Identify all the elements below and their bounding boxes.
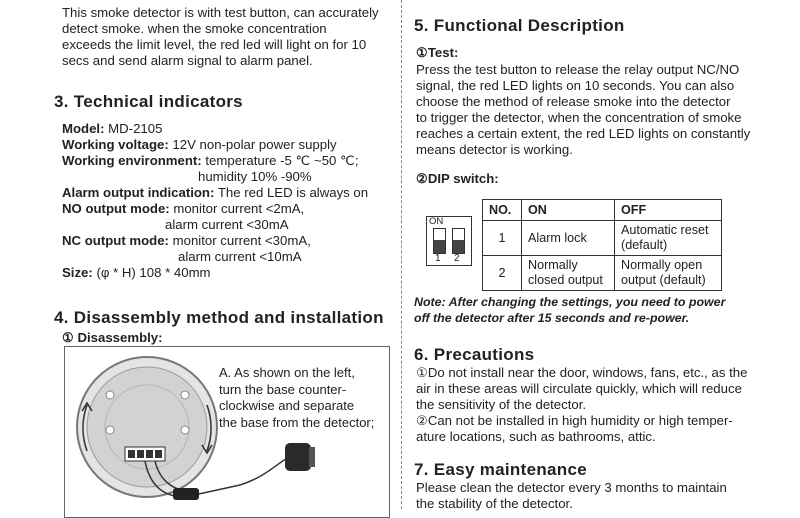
intro-line: exceeds the limit level, the red led will light on for 10 [62,37,367,52]
row-on: Alarm lock [522,221,615,256]
instruction-line: clockwise and separate [219,398,355,413]
screw-hole [181,426,189,434]
column-divider [401,0,402,509]
tech-specs [62,121,368,281]
spec-model: Model: MD-2105 [62,121,163,136]
settings-note [414,294,725,326]
disassembly-instruction [219,365,374,431]
precaution-line: ature locations, such as bathrooms, attic. [416,429,656,444]
instruction-line: A. As shown on the left, [219,365,355,380]
intro-line: secs and send alarm signal to alarm panel. [62,53,313,68]
precaution-line: ②Can not be installed in high humidity or high temper- [416,413,733,428]
tech-indicators-heading: 3. Technical indicators [54,92,243,111]
screw-hole [106,391,114,399]
screw-hole [181,391,189,399]
functional-description-heading: 5. Functional Description [414,16,625,35]
maintenance-text [416,480,727,512]
precaution-line: air in these areas will circulate quickly, which will reduce [416,381,742,396]
dip-number-2: 2 [454,253,460,264]
maintenance-heading: 7. Easy maintenance [414,460,587,479]
row-off: Normally open output (default) [615,256,722,291]
test-line: to trigger the detector, when the concentration of smoke [416,110,742,125]
row-no: 1 [483,221,522,256]
spec-nc-output-alarm: alarm current <10mA [178,249,302,264]
spec-nc-output: NC output mode: monitor current <30mA, [62,233,311,248]
row-off: Automatic reset (default) [615,221,722,256]
instruction-line: turn the base counter- [219,381,347,397]
spec-size: Size: (φ * H) 108 * 40mm [62,265,211,280]
test-subheading: ①Test: [416,45,459,60]
cable-connector [173,488,199,500]
table-row [483,256,722,291]
spec-no-output-alarm: alarm current <30mA [165,217,289,232]
disassembly-subheading: ① Disassembly: [62,330,163,345]
note-line: Note: After changing the settings, you need to power [414,295,726,309]
screw-hole [106,426,114,434]
power-adapter [285,443,311,471]
precautions-heading: 6. Precautions [414,345,535,364]
dip-switch-1 [433,228,446,254]
dip-switch-2 [452,228,465,254]
disassembly-heading: 4. Disassembly method and installation [54,308,384,327]
note-line: off the detector after 15 seconds and re-power. [414,311,690,325]
column-header-off: OFF [615,200,722,221]
table-header-row [483,200,722,221]
row-no: 2 [483,256,522,291]
test-line: means detector is working. [416,142,573,157]
test-line: signal, the red LED lights on 10 seconds. You can also [416,78,735,93]
dip-number-1: 1 [435,253,441,264]
spec-environment-humidity: humidity 10% -90% [198,169,312,184]
test-line: choose the method of release smoke into the detector [416,94,731,109]
spec-environment: Working environment: temperature -5 ℃ ~50 ℃; [62,153,359,168]
precaution-line: ①Do not install near the door, windows, fans, etc., as the [416,365,748,380]
instruction-line: the base from the detector; [219,414,375,430]
intro-line: This smoke detector is with test button, can accurately [62,5,379,20]
spec-no-output: NO output mode: monitor current <2mA, [62,201,305,216]
test-description [416,62,750,158]
spec-voltage: Working voltage: 12V non-polar power supply [62,137,337,152]
intro-line: detect smoke. when the smoke concentration [62,21,327,36]
column-header-on: ON [522,200,615,221]
test-line: reaches a certain extent, the red LED lights on constantly [416,126,751,141]
disassembly-figure-frame [64,346,390,518]
precaution-line: the sensitivity of the detector. [416,397,587,412]
intro-text [62,5,379,69]
precautions-text [416,365,747,445]
maintenance-line: Please clean the detector every 3 months to maintain [416,480,727,495]
dip-on-label: ON [429,216,444,227]
table-row [483,221,722,256]
spec-alarm-output: Alarm output indication: The red LED is always on [62,185,369,200]
column-header-no: NO. [483,200,522,221]
test-line: Press the test button to release the relay output NC/NO [416,62,740,77]
row-on: Normally closed output [522,256,615,291]
dip-switch-graphic [426,216,472,266]
maintenance-line: the stability of the detector. [416,496,573,511]
dip-settings-table [482,199,722,291]
dip-switch-subheading: ②DIP switch: [416,171,499,186]
